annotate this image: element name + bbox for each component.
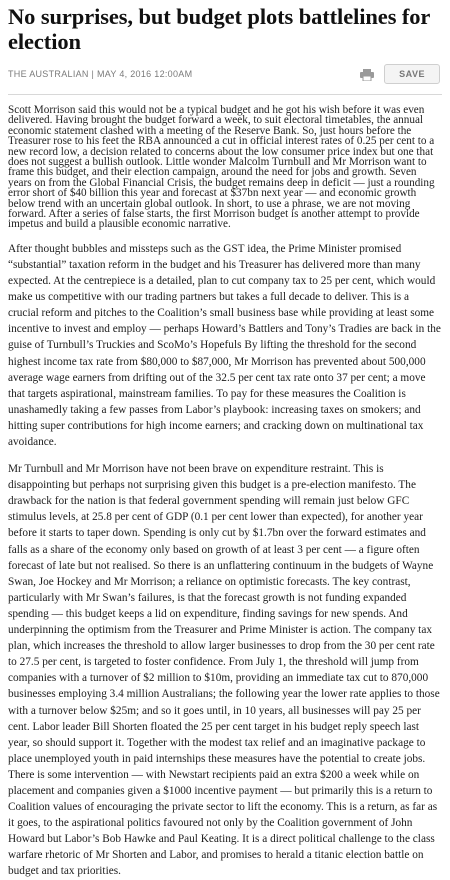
body-paragraph: Mr Turnbull and Mr Morrison have not been brave on expenditure restraint. This is disappointing but perhaps not surprising given this budget is a pre-election manifesto. The drawback for the nation is that federal government spending will remain just below GFC stimulus levels, at 25.8 per cent of GDP (0.1 per cent lower than expected), for another year before it starts to taper down. Spending is only cut by $1.7bn over the forward estimates and falls as a share of the economy only based on growth of at least 3 per cent — a figure often forecast of late but not realised. So there is an unflattering continuum in the budgets of Wayne Swan, Joe Hockey and Mr Morrison; a reliance on optimistic forecasts. The key contrast, particularly with Mr Swan’s failures, is that the forecast growth is not funding expanded spending — this budget keeps a lid on expenditure, finding savings for new spends. And underpinning the optimism from the Treasurer and Prime Minister is action. The company tax plan, which increases the threshold to allow larger businesses to drop from the 30 per cent rate to 27.5 per cent, is targeted to foster confidence. From July 1, the threshold will jump from companies with a turnover of $2 million to $10m, providing an immediate tax cut to 870,000 businesses employing 3.4 million Australians; the following year the lower rate applies to those with a turnover below $25m; and so it goes until, in 10 years, all businesses will pay 25 per cent. Labor leader Bill Shorten floated the 25 per cent target in his budget reply speech last year, so should support it. Together with the modest tax relief and an imaginative package to place unemployed youth in paid internships these measures have the potential to create jobs. There is some intervention — with Newstart recipients paid an extra $200 a week while on placement and companies given a $1000 incentive payment — but primarily this is a return to Coalition values of encouraging the private sector to lift the economy. This is a return, as far as it goes, to the aspirational politics favoured not only by the Coalition government of John Howard but Labor’s Bob Hawke and Paul Keating. It is a direct political challenge to the class warfare rhetoric of Mr Shorten and Labor, and promises to herald a titanic election battle on budget and tax priorities.	[8, 463, 440, 878]
print-icon[interactable]	[360, 68, 374, 80]
save-button[interactable]: SAVE	[384, 64, 440, 84]
print-icon-graphic	[360, 69, 374, 81]
article-meta	[8, 64, 442, 95]
lead-paragraph: Scott Morrison said this would not be a typical budget and he got his wish before it was even delivered. Having brought the budget forward a week, to suit electoral timetables, the annual economic statement clashed with a meeting of the Reserve Bank. So, just hours before the Treasurer rose to his feet the RBA announced a cut in official interest rates of 0.25 per cent to a new record low, a decision related to concerns about the low consumer price index but one that does not suggest a bullish outlook. Little wonder Malcolm Turnbull and Mr Morrison want to frame this budget, and their election campaign, around the need for jobs and growth. Seven years on from the Global Financial Crisis, the budget remains deep in deficit — just a rounding error short of $40 billion this year and forecast at $37bn next year — and economic growth below trend with an uncertain global outlook. In short, to use a phrase, we are not moving forward. After a series of false starts, the first Morrison budget is another attempt to provide impetus and build a plausible economic narrative.	[8, 104, 435, 231]
byline: THE AUSTRALIAN | MAY 4, 2016 12:00AM	[8, 69, 193, 79]
body-paragraph: After thought bubbles and missteps such as the GST idea, the Prime Minister promised “substantial” taxation reform in the budget and his Treasurer has delivered more than many expected. At the centrepiece is a detailed, plan to cut company tax to 25 per cent, which would make us competitive with our trading partners but takes a full decade to deliver. This is a crucial reform and pitches to the Coalition’s small business base while providing at least some incentive to invest and employ — perhaps Howard’s Battlers and Tony’s Tradies are back in the guise of Turnbull’s Truckies and ScoMo’s Hopefuls By lifting the threshold for the second highest income tax rate from $80,000 to $87,000, Mr Morrison has prevented about 500,000 average wage earners from drifting out of the 32.5 per cent tax rate onto 37 per cent; a move that targets aspirational, mainstream families. To pay for these measures the Coalition is unashamedly taking a few passes from Labor’s playbook: increasing taxes on smokers; and hitting super contributions for high income earners; and cracking down on multinational tax avoidance.	[8, 242, 441, 448]
article-tools	[360, 64, 442, 84]
headline: No surprises, but budget plots battlelines for election	[8, 4, 430, 54]
